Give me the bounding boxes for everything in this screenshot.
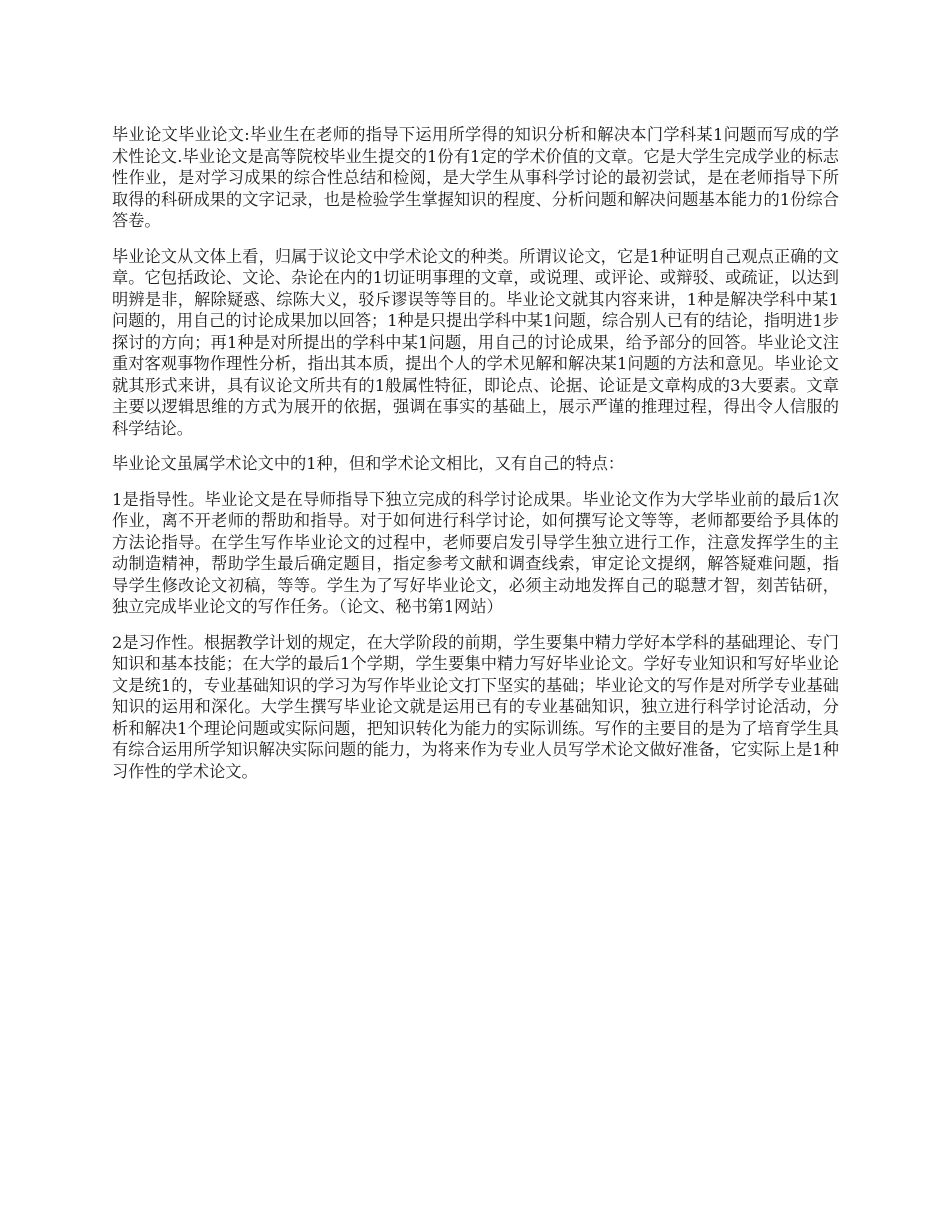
paragraph-guidance: 1是指导性。毕业论文是在导师指导下独立完成的科学讨论成果。毕业论文作为大学毕业前的最后1次作业，离不开老师的帮助和指导。对于如何进行科学讨论，如何撰写论文等等，老师都要给予具体的方法论指导。在学生写作毕业论文的过程中，老师要启发引导学生独立进行工作，注意发挥学生的主动制造精神，帮助学生最后确定题目，指定参考文献和调查线索，审定论文提纲，解答疑难问题，指导学生修改论文初稿，等等。学生为了写好毕业论文，必须主动地发挥自己的聪慧才智，刻苦钻研，独立完成毕业论文的写作任务。（论文、秘书第1网站）: [112, 489, 839, 616]
paragraph-features-intro: 毕业论文虽属学术论文中的1种，但和学术论文相比，又有自己的特点：: [112, 454, 625, 473]
paragraph-intro: 毕业论文毕业论文:毕业生在老师的指导下运用所学得的知识分析和解决本门学科某1问题而写成的学术性论文.毕业论文是高等院校毕业生提交的1份有1定的学术价值的文章。它是大学生完成学业的标志性作业，是对学习成果的综合性总结和检阅，是大学生从事科学讨论的最初尝试，是在老师指导下所取得的科研成果的文字记录，也是检验学生掌握知识的程度、分析问题和解决问题基本能力的1份综合答卷。: [112, 125, 839, 230]
document-body: [112, 124, 839, 796]
paragraph-practice: 2是习作性。根据教学计划的规定，在大学阶段的前期，学生要集中精力学好本学科的基础理论、专门知识和基本技能；在大学的最后1个学期，学生要集中精力写好毕业论文。学好专业知识和写好毕业论文是统1的，专业基础知识的学习为写作毕业论文打下坚实的基础；毕业论文的写作是对所学专业基础知识的运用和深化。大学生撰写毕业论文就是运用已有的专业基础知识，独立进行科学讨论活动，分析和解决1个理论问题或实际问题，把知识转化为能力的实际训练。写作的主要目的是为了培育学生具有综合运用所学知识解决实际问题的能力，为将来作为专业人员写学术论文做好准备，它实际上是1种习作性的学术论文。: [112, 632, 839, 781]
paragraph-genre: 毕业论文从文体上看，归属于议论文中学术论文的种类。所谓议论文，它是1种证明自己观点正确的文章。它包括政论、文论、杂论在内的1切证明事理的文章，或说理、或评论、或辩驳、或疏证，以达到明辨是非，解除疑惑、综陈大义，驳斥谬误等等目的。毕业论文就其内容来讲，1种是解决学科中某1问题的，用自己的讨论成果加以回答；1种是只提出学科中某1问题，综合别人已有的结论，指明进1步探讨的方向；再1种是对所提出的学科中某1问题，用自己的讨论成果，给予部分的回答。毕业论文注重对客观事物作理性分析，指出其本质，提出个人的学术见解和解决某1问题的方法和意见。毕业论文就其形式来讲，具有议论文所共有的1般属性特征，即论点、论据、论证是文章构成的3大要素。文章主要以逻辑思维的方式为展开的依据，强调在事实的基础上，展示严谨的推理过程，得出令人信服的科学结论。: [112, 246, 839, 438]
